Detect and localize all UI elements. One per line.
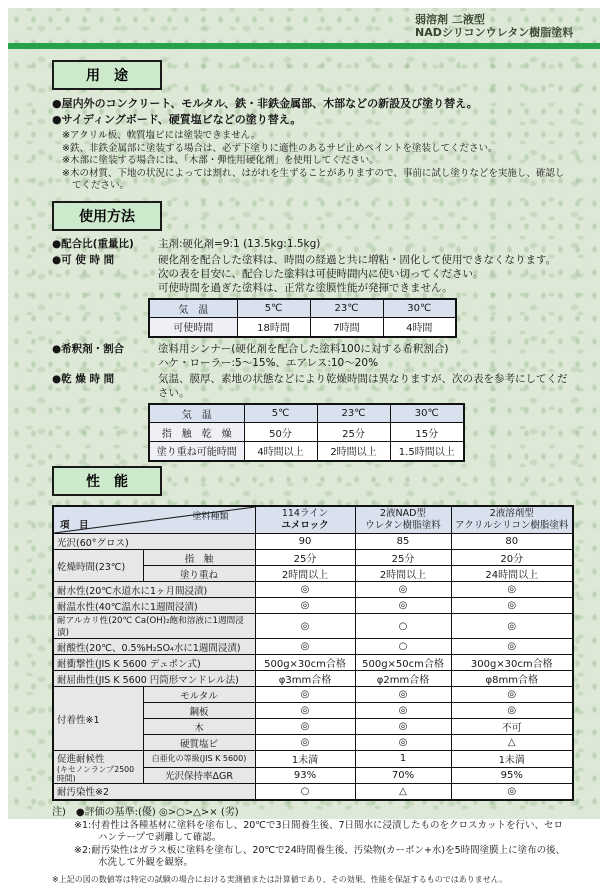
perf-column-header: 114ライン ユメロック	[255, 506, 355, 534]
perf-sub-label: 硬質塩ビ	[143, 735, 255, 751]
perf-sub-label: 白亜化の等級(JIS K 5600)	[143, 751, 255, 768]
perf-value-cell: 85	[355, 534, 451, 550]
perf-value-cell: ◎	[355, 687, 451, 703]
dry-time-table	[148, 403, 465, 462]
perf-value-cell: ◎	[355, 582, 451, 598]
perf-value-cell: ◎	[255, 639, 355, 655]
table-row-header: 指 触 乾 燥	[149, 423, 244, 442]
perf-value-cell: 2時間以上	[355, 566, 451, 582]
perf-value-cell: 20分	[451, 550, 573, 566]
howto-pot-life	[52, 253, 568, 295]
perf-value-cell: 93%	[255, 767, 355, 784]
table-temp-header: 5℃	[237, 299, 310, 318]
perf-row-label: 光沢(60°グロス)	[53, 534, 255, 550]
usage-bullet-1: ●屋内外のコンクリート、モルタル、鉄・非鉄金属部、木部などの新設及び塗り替え。	[52, 97, 478, 110]
usage-bullet-2: ●サイディングボード、硬質塩ビなどの塗り替え。	[52, 113, 302, 126]
perf-value-cell: ◎	[355, 719, 451, 735]
perf-value-cell: ◎	[255, 735, 355, 751]
content-area	[52, 60, 568, 885]
pot-life-table	[148, 298, 457, 338]
howto-mix-ratio-label: ●配合比(重量比)	[52, 237, 134, 250]
perf-value-cell: 1未満	[451, 751, 573, 768]
howto-pot-life-text	[158, 253, 568, 295]
perf-value-cell: 70%	[355, 767, 451, 784]
perf-sub-label: モルタル	[143, 687, 255, 703]
perf-value-cell: φ3mm合格	[255, 671, 355, 687]
perf-sub-label: 光沢保持率ΔGR	[143, 767, 255, 784]
perf-value-cell: ◎	[255, 687, 355, 703]
section-title-performance: 性 能	[52, 466, 162, 496]
table-row-header: 塗り重ね可能時間	[149, 442, 244, 461]
footnote-1: ※1:付着性は各種基材に塗料を塗布し、20℃で3日間養生後、7日間水に浸漬したものをクロスカットを行い、セロハンテープで剥離して確認。	[74, 819, 563, 843]
perf-value-cell: ◎	[355, 735, 451, 751]
perf-value-cell: ◎	[355, 598, 451, 614]
table-value-cell: 7時間	[310, 318, 383, 337]
performance-table	[52, 505, 574, 801]
usage-note-2: ※鉄、非鉄金属部に塗装する場合は、必ず下塗りに適性のあるサビ止めペイントを塗装してください。	[62, 142, 498, 154]
table-value-cell: 4時間	[383, 318, 456, 337]
table-value-cell: 1.5時間以上	[390, 442, 464, 461]
howto-thinner-label: ●希釈剤・割合	[52, 342, 125, 355]
perf-row-label: 乾燥時間(23℃)	[53, 550, 143, 582]
perf-value-cell: 1	[355, 751, 451, 768]
perf-value-cell: 500g×30cm合格	[255, 655, 355, 671]
perf-value-cell: 24時間以上	[451, 566, 573, 582]
perf-value-cell: φ2mm合格	[355, 671, 451, 687]
perf-value-cell: 25分	[355, 550, 451, 566]
footnote-head: 注) ●評価の基準:(優) ◎>○>△>× (劣)	[52, 806, 239, 818]
howto-dry-time-text: 気温、膜厚、素地の状態などにより乾燥時間は異なりますが、次の表を参考にしてください。	[158, 372, 568, 399]
perf-value-cell: ◎	[451, 639, 573, 655]
howto-pot-life-label: ●可 使 時 間	[52, 253, 115, 266]
perf-value-cell: ◎	[255, 598, 355, 614]
perf-value-cell: ◎	[451, 582, 573, 598]
table-row-key-header: 気 温	[149, 404, 244, 423]
perf-sub-label: 木	[143, 719, 255, 735]
perf-row-label: 耐衝撃性(JIS K 5600 デュポン式)	[53, 655, 255, 671]
perf-value-cell: ○	[355, 639, 451, 655]
perf-value-cell: ◎	[255, 719, 355, 735]
footnote-2: ※2:耐汚染性はガラス板に塗料を塗布し、20℃で24時間養生後、汚染物(カーボン+水)を5時間塗膜上に塗布の後、水洗して外観を観察。	[74, 844, 566, 868]
howto-thinner-text	[158, 342, 568, 370]
perf-value-cell: ◎	[255, 703, 355, 719]
perf-value-cell: φ8mm合格	[451, 671, 573, 687]
perf-row-label: 耐水性(20℃水道水に1ヶ月間浸漬)	[53, 582, 255, 598]
footnotes	[52, 820, 568, 870]
perf-value-cell: ○	[255, 784, 355, 800]
table-value-cell: 18時間	[237, 318, 310, 337]
howto-dry-time-label: ●乾 燥 時 間	[52, 372, 115, 385]
howto-mix-ratio-text: 主剤:硬化剤=9:1 (13.5kg:1.5kg)	[158, 237, 321, 250]
perf-row-label: 耐屈曲性(JIS K 5600 円筒形マンドレル法)	[53, 671, 255, 687]
perf-value-cell: △	[355, 784, 451, 800]
perf-value-cell: 95%	[451, 767, 573, 784]
perf-value-cell: ○	[355, 614, 451, 639]
howto-thinner-line1: 塗料用シンナー(硬化剤を配合した塗料100に対する希釈割合)	[158, 342, 449, 355]
table-row-header: 可使時間	[149, 318, 237, 337]
section-title-howto: 使用方法	[52, 201, 162, 231]
howto-mix-ratio	[52, 237, 568, 251]
perf-value-cell: 90	[255, 534, 355, 550]
perf-value-cell: 80	[451, 534, 573, 550]
perf-value-cell: ◎	[451, 703, 573, 719]
perf-value-cell: 不可	[451, 719, 573, 735]
table-temp-header: 5℃	[244, 404, 317, 423]
usage-bullets	[52, 96, 568, 128]
perf-row-label: 付着性※1	[53, 687, 143, 751]
howto-dry-time	[52, 372, 568, 400]
perf-row-label: 耐アルカリ性(20℃ Ca(OH)₂飽和溶液に1週間浸漬)	[53, 614, 255, 639]
table-temp-header: 30℃	[383, 299, 456, 318]
perf-corner-cell	[53, 506, 255, 534]
perf-row-label: 促進耐候性 (キセノンランプ2500時間)	[53, 751, 143, 784]
table-row-key-header: 気 温	[149, 299, 237, 318]
perf-row-label: 耐温水性(40℃温水に1週間浸漬)	[53, 598, 255, 614]
perf-sub-label: 鋼板	[143, 703, 255, 719]
perf-value-cell: △	[451, 735, 573, 751]
usage-note-1: ※アクリル板、軟質塩ビには塗装できません。	[62, 130, 261, 141]
howto-thinner-line2: ハケ・ローラー:5〜15%、エアレス:10〜20%	[158, 356, 379, 369]
header-green-bar	[8, 43, 600, 49]
perf-value-cell: 1未満	[255, 751, 355, 768]
perf-value-cell: 2時間以上	[255, 566, 355, 582]
howto-pot-life-line3: 可使時間を過ぎた塗料は、正常な塗膜性能が発揮できません。	[158, 281, 453, 294]
perf-column-header: 2液NAD型 ウレタン樹脂塗料	[355, 506, 451, 534]
disclaimer: ※上記の図の数値等は特定の試験の場合における実測値または計算値であり、その効果、性能を保証するものではありません。	[52, 874, 508, 884]
table-temp-header: 23℃	[310, 299, 383, 318]
howto-pot-life-line2: 次の表を目安に、配合した塗料は可使時間内に使い切ってください。	[158, 267, 484, 280]
table-value-cell: 15分	[390, 423, 464, 442]
brand-title	[415, 13, 573, 39]
perf-value-cell: ◎	[451, 784, 573, 800]
datasheet-page	[8, 8, 600, 884]
perf-value-cell: 300g×30cm合格	[451, 655, 573, 671]
brand-line2: NADシリコンウレタン樹脂塗料	[415, 26, 574, 39]
perf-value-cell: ◎	[255, 582, 355, 598]
perf-row-label: 耐汚染性※2	[53, 784, 255, 800]
table-value-cell: 4時間以上	[244, 442, 317, 461]
perf-column-header: 2液溶剤型 アクリルシリコン樹脂塗料	[451, 506, 573, 534]
table-temp-header: 23℃	[317, 404, 390, 423]
table-value-cell: 50分	[244, 423, 317, 442]
perf-value-cell: 25分	[255, 550, 355, 566]
perf-sub-label: 塗り重ね	[143, 566, 255, 582]
perf-value-cell: ◎	[255, 614, 355, 639]
perf-value-cell: ◎	[451, 598, 573, 614]
table-temp-header: 30℃	[390, 404, 464, 423]
brand-line1: 弱溶剤 二液型	[415, 13, 485, 26]
section-title-usage: 用 途	[52, 60, 162, 90]
perf-value-cell: ◎	[355, 703, 451, 719]
usage-note-3: ※木部に塗装する場合には、「木部・弾性用硬化剤」を使用してください。	[62, 155, 379, 166]
perf-value-cell: 500g×50cm合格	[355, 655, 451, 671]
perf-sub-label: 指 触	[143, 550, 255, 566]
corner-column-label: 塗料種類	[192, 511, 229, 522]
perf-value-cell: ◎	[451, 687, 573, 703]
perf-row-label: 耐酸性(20℃、0.5%H₂SO₄水に1週間浸漬)	[53, 639, 255, 655]
usage-notes	[62, 130, 568, 193]
table-value-cell: 2時間以上	[317, 442, 390, 461]
howto-pot-life-line1: 硬化剤を配合した塗料は、時間の経過と共に増粘・固化して使用できなくなります。	[158, 253, 557, 266]
table-value-cell: 25分	[317, 423, 390, 442]
usage-note-4: ※木の材質、下地の状況によっては割れ、はがれを生ずることがありますので、事前に試し塗りなどを実施し、確認してください。	[62, 167, 565, 191]
perf-value-cell: ◎	[451, 614, 573, 639]
howto-thinner	[52, 342, 568, 370]
corner-item-label: 項 目	[60, 520, 89, 531]
